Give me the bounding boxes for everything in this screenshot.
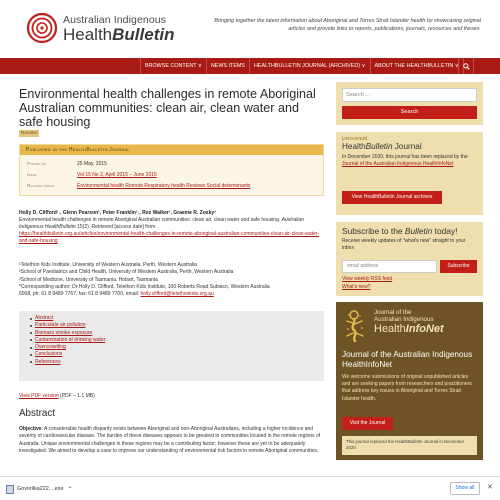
issue-link[interactable]: Vol 15 No 2, April 2015 – June 2015 (77, 172, 157, 178)
citation-text: Environmental health challenges in remote Aboriginal Australian communities: clean air, clean water and safe housing. Australian Indigenous HealthBulletin 15(2). Retrieved [access date] from https://healthbulletin.org.au/articles/environmental-health-challenges-in-remote-aboriginal-australian-communities-clean-air-clean-water-and-safe-housing (19, 217, 320, 244)
author-affiliations (19, 262, 329, 298)
infonet-note: This journal replaced the HealthBulletin Journal in December 2020 (342, 436, 477, 455)
infonet-logo[interactable] (341, 306, 478, 346)
toc-particulate-air-pollution[interactable]: Particulate air pollution (35, 322, 324, 329)
infonet-journal-link[interactable]: Journal of the Australian Indigenous HealthInfoNet (342, 161, 454, 167)
article-title: Environmental health challenges in remote Aboriginal Australian communities: clean air, clean water and safe housing (19, 87, 316, 129)
search-icon (463, 63, 470, 70)
article-authors-citation (19, 210, 329, 245)
subscribe-button[interactable]: Subscribe (440, 260, 477, 273)
executable-file-icon (6, 485, 14, 494)
subscribe-email-input[interactable]: email address (342, 260, 437, 273)
nav-about[interactable]: ABOUT THE HEALTHBULLETIN ∨ (370, 58, 464, 74)
infonet-text: We welcome submissions of original unpublished articles and are seeking papers from researchers and practitioners that address key issues in Aboriginal and Torres Strait Islander health. (342, 374, 472, 402)
toc-drinking-water[interactable]: Contamination of drinking water (35, 337, 324, 344)
pdf-download (19, 393, 95, 399)
main-nav (0, 58, 500, 74)
toc-biomass-smoke[interactable]: Biomass smoke exposure (35, 330, 324, 337)
site-header (0, 0, 500, 58)
whats-new-link[interactable]: What's new? (342, 284, 371, 290)
sidebar-journal-panel (336, 132, 483, 215)
article-type-badge[interactable]: Review (21, 131, 37, 136)
download-file-name: Govorilka222....exe (17, 486, 64, 492)
sidebar-search-button[interactable]: Search (342, 106, 477, 119)
pdf-size: (PDF – 1.1 MB) (58, 393, 95, 399)
archived-label: [ARCHIVED] (342, 136, 368, 141)
toc-overcrowding[interactable]: Overcrowding (35, 344, 324, 351)
journal-heading: HealthBulletin Journal (342, 142, 422, 151)
affiliation-1: ¹Telethon Kids Institute, University of Western Australia, Perth, Western Australia (19, 262, 197, 268)
browser-download-bar (0, 476, 500, 500)
sidebar-infonet-panel (336, 302, 483, 460)
subscribe-text: Receive weekly updates of "what's new" straight to your inbox (342, 238, 466, 251)
sidebar-search-input[interactable]: Search ... (342, 88, 477, 102)
affiliation-3: ³School of Medicine, University of Tasmania, Hobart, Tasmania (19, 276, 158, 283)
download-item[interactable] (6, 483, 72, 495)
citation-url-link[interactable]: https://healthbulletin.org.au/articles/environmental-health-challenges-in-remote-aboriginal-australian-communities-clean-air-clean-water-and-safe-housing (19, 231, 320, 244)
toc-conclusions[interactable]: Conclusions (35, 351, 324, 358)
visit-journal-button[interactable]: Visit the Journal (342, 417, 393, 430)
posted-label: Posted on (27, 161, 47, 166)
infonet-lizard-icon (343, 309, 371, 343)
site-tagline: Bringing together the latest information about Aboriginal and Torres Strait Islander health by showcasing original articles and provide links to reports, publications, journals, resources and theses. (214, 18, 481, 32)
infonet-logo-wordmark: HealthInfoNet (374, 323, 444, 335)
abstract-body: Objective: A considerable health disparity exists between Aboriginal and non-Aboriginal Australians, including a higher incidence and severity of cardiovascular disease. The burden of these diseases appears to be greatest in communities located in the remote regions of Australia. Unique environmental challenges in these regions may be a contributing factor; however these are yet to be adequately investigated. We aimed to develop a case to improve our understanding of environmental risk factors in remote Aboriginal communities. (19, 426, 321, 455)
pdf-link[interactable]: View PDF version (19, 393, 59, 399)
author-email-link[interactable]: holly.clifford@telethonkids.org.au (140, 291, 214, 298)
close-download-bar-icon[interactable]: ✕ (487, 484, 493, 491)
topics-links[interactable]: Environmental health Remote Respiratory health Reviews Social determinants (77, 183, 251, 189)
journal-text: In December 2020, this journal has been replaced by the Journal of the Australian Indigenous HealthInfoNet (342, 154, 468, 167)
posted-value: 25 May, 2015 (77, 161, 107, 167)
chevron-up-icon[interactable]: ⌃ (67, 486, 73, 493)
subscribe-heading: Subscribe to the Bulletin today! (342, 226, 458, 236)
show-all-downloads-button[interactable]: Show all (450, 482, 480, 495)
nav-browse-content[interactable]: BROWSE CONTENT ∨ (140, 58, 206, 74)
abstract-heading: Abstract (19, 408, 55, 419)
corresponding-contact: 6008, ph: 61 8 9489 7767, fax: 61 8 9489 7700, email: holly.clifford@telethonkids.org.au (19, 291, 214, 298)
toc-abstract[interactable]: Abstract (35, 315, 324, 322)
publication-info-heading: Published in the HealthBulletin Journal (20, 145, 323, 155)
logo-line1: Australian Indigenous (63, 14, 167, 26)
infonet-logo-text: Journal of the Australian Indigenous (374, 309, 434, 323)
nav-search-button[interactable] (458, 58, 474, 74)
affiliation-2: ²School of Paediatrics and Child Health, University of Western Australia, Perth, Western Australia (19, 269, 234, 276)
author-list: Holly D. Clifford¹˒, Glenn Pearson¹, Peter Franklin¹˒, Roz Walker¹, Graeme R. Zosky³ (19, 210, 216, 216)
toc-references[interactable]: References (35, 359, 324, 366)
infonet-heading: Journal of the Australian Indigenous HealthInfoNet (342, 350, 473, 369)
nav-news-items[interactable]: NEWS ITEMS (206, 58, 249, 74)
issue-label: Issue (27, 172, 37, 177)
rss-feed-link[interactable]: View weekly RSS feed (342, 276, 393, 282)
table-of-contents (19, 311, 324, 381)
site-logo[interactable] (26, 12, 226, 46)
corresponding-author: *Corresponding author: Dr Holly D. Clifford, Telethon Kids Institute, 100 Roberts Road Subiaco, Western Australia (19, 283, 270, 290)
sidebar-subscribe-panel (336, 222, 483, 296)
logo-circle-icon (26, 12, 58, 44)
topics-label: Related topics (27, 183, 55, 188)
publication-info-box (19, 144, 324, 196)
article-main (19, 87, 324, 196)
sidebar-search-panel (336, 82, 483, 125)
logo-line2: HealthBulletin (63, 25, 175, 44)
nav-healthbulletin-journal[interactable]: HEALTHBULLETIN JOURNAL (ARCHIVED) ∨ (249, 58, 369, 74)
journal-archives-button[interactable]: View HealthBulletin Journal archives (342, 191, 442, 204)
